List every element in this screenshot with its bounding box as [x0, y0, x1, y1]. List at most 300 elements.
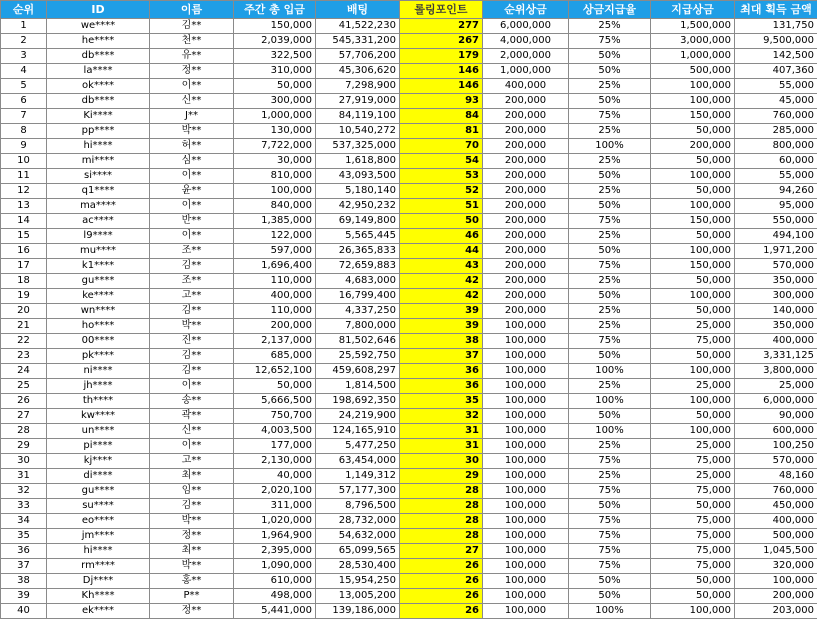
- cell-paid-prize: 25,000: [651, 439, 735, 454]
- cell-max-earn: 45,000: [735, 94, 817, 109]
- cell-betting: 1,814,500: [316, 379, 400, 394]
- cell-name: 이**: [150, 229, 234, 244]
- cell-rank-prize: 100,000: [483, 484, 569, 499]
- cell-rank: 19: [1, 289, 47, 304]
- cell-weekly-deposit: 2,130,000: [234, 454, 316, 469]
- cell-id: un****: [47, 424, 150, 439]
- cell-rank: 8: [1, 124, 47, 139]
- cell-max-earn: 94,260: [735, 184, 817, 199]
- cell-prize-rate: 25%: [569, 274, 651, 289]
- cell-prize-rate: 75%: [569, 109, 651, 124]
- cell-betting: 545,331,200: [316, 34, 400, 49]
- column-header-name: 이름: [150, 1, 234, 19]
- cell-id: jm****: [47, 529, 150, 544]
- cell-weekly-deposit: 12,652,100: [234, 364, 316, 379]
- cell-betting: 42,950,232: [316, 199, 400, 214]
- cell-betting: 4,683,000: [316, 274, 400, 289]
- cell-rolling-points: 32: [400, 409, 483, 424]
- cell-name: 김**: [150, 259, 234, 274]
- column-header-id: ID: [47, 1, 150, 19]
- table-row: [1, 244, 817, 259]
- cell-rank-prize: 100,000: [483, 349, 569, 364]
- cell-weekly-deposit: 150,000: [234, 19, 316, 34]
- cell-prize-rate: 75%: [569, 529, 651, 544]
- table-row: [1, 259, 817, 274]
- cell-paid-prize: 75,000: [651, 559, 735, 574]
- cell-paid-prize: 50,000: [651, 274, 735, 289]
- cell-rolling-points: 146: [400, 64, 483, 79]
- cell-name: 신**: [150, 94, 234, 109]
- cell-betting: 24,219,900: [316, 409, 400, 424]
- cell-rank: 18: [1, 274, 47, 289]
- cell-paid-prize: 50,000: [651, 154, 735, 169]
- cell-max-earn: 55,000: [735, 169, 817, 184]
- table-row: [1, 139, 817, 154]
- cell-paid-prize: 75,000: [651, 484, 735, 499]
- table-row: [1, 319, 817, 334]
- cell-paid-prize: 150,000: [651, 109, 735, 124]
- cell-id: jh****: [47, 379, 150, 394]
- cell-paid-prize: 100,000: [651, 94, 735, 109]
- cell-betting: 13,005,200: [316, 589, 400, 604]
- cell-max-earn: 600,000: [735, 424, 817, 439]
- cell-weekly-deposit: 400,000: [234, 289, 316, 304]
- cell-rank: 39: [1, 589, 47, 604]
- cell-paid-prize: 75,000: [651, 454, 735, 469]
- cell-rank-prize: 200,000: [483, 124, 569, 139]
- table-row: [1, 424, 817, 439]
- cell-id: wn****: [47, 304, 150, 319]
- cell-betting: 63,454,000: [316, 454, 400, 469]
- cell-id: ma****: [47, 199, 150, 214]
- cell-rolling-points: 277: [400, 19, 483, 34]
- cell-rank-prize: 4,000,000: [483, 34, 569, 49]
- cell-rank-prize: 100,000: [483, 379, 569, 394]
- cell-name: 김**: [150, 304, 234, 319]
- cell-betting: 26,365,833: [316, 244, 400, 259]
- table-row: [1, 469, 817, 484]
- cell-prize-rate: 25%: [569, 319, 651, 334]
- cell-max-earn: 9,500,000: [735, 34, 817, 49]
- cell-max-earn: 285,000: [735, 124, 817, 139]
- cell-rolling-points: 52: [400, 184, 483, 199]
- table-row: [1, 454, 817, 469]
- cell-betting: 15,954,250: [316, 574, 400, 589]
- cell-betting: 198,692,350: [316, 394, 400, 409]
- cell-name: 허**: [150, 139, 234, 154]
- cell-paid-prize: 50,000: [651, 349, 735, 364]
- cell-id: la****: [47, 64, 150, 79]
- cell-weekly-deposit: 7,722,000: [234, 139, 316, 154]
- cell-name: 김**: [150, 499, 234, 514]
- cell-id: l9****: [47, 229, 150, 244]
- cell-name: 김**: [150, 19, 234, 34]
- cell-rank-prize: 100,000: [483, 529, 569, 544]
- cell-rolling-points: 267: [400, 34, 483, 49]
- cell-max-earn: 350,000: [735, 274, 817, 289]
- cell-betting: 8,796,500: [316, 499, 400, 514]
- cell-rank: 35: [1, 529, 47, 544]
- cell-name: 김**: [150, 364, 234, 379]
- cell-id: ek****: [47, 604, 150, 619]
- cell-prize-rate: 25%: [569, 124, 651, 139]
- cell-rolling-points: 84: [400, 109, 483, 124]
- table-row: [1, 439, 817, 454]
- table-row: [1, 364, 817, 379]
- column-header-rank-prize: 순위상금: [483, 1, 569, 19]
- cell-paid-prize: 100,000: [651, 394, 735, 409]
- cell-id: 00****: [47, 334, 150, 349]
- cell-betting: 5,477,250: [316, 439, 400, 454]
- cell-rank-prize: 200,000: [483, 184, 569, 199]
- cell-rank: 20: [1, 304, 47, 319]
- cell-max-earn: 1,971,200: [735, 244, 817, 259]
- cell-max-earn: 3,800,000: [735, 364, 817, 379]
- cell-paid-prize: 100,000: [651, 199, 735, 214]
- cell-rolling-points: 54: [400, 154, 483, 169]
- cell-id: gu****: [47, 274, 150, 289]
- cell-name: 이**: [150, 199, 234, 214]
- cell-prize-rate: 75%: [569, 544, 651, 559]
- cell-weekly-deposit: 300,000: [234, 94, 316, 109]
- cell-rank-prize: 6,000,000: [483, 19, 569, 34]
- cell-id: ho****: [47, 319, 150, 334]
- cell-max-earn: 6,000,000: [735, 394, 817, 409]
- cell-rolling-points: 93: [400, 94, 483, 109]
- cell-rank: 26: [1, 394, 47, 409]
- cell-rank: 16: [1, 244, 47, 259]
- cell-rank: 3: [1, 49, 47, 64]
- cell-prize-rate: 25%: [569, 19, 651, 34]
- cell-rank-prize: 400,000: [483, 79, 569, 94]
- header-row: [1, 1, 817, 19]
- cell-paid-prize: 25,000: [651, 319, 735, 334]
- cell-name: 심**: [150, 154, 234, 169]
- cell-name: 이**: [150, 439, 234, 454]
- cell-rank-prize: 100,000: [483, 559, 569, 574]
- table-row: [1, 34, 817, 49]
- cell-name: 유**: [150, 49, 234, 64]
- cell-betting: 124,165,910: [316, 424, 400, 439]
- cell-rank: 17: [1, 259, 47, 274]
- cell-prize-rate: 50%: [569, 49, 651, 64]
- cell-max-earn: 95,000: [735, 199, 817, 214]
- cell-max-earn: 760,000: [735, 484, 817, 499]
- cell-prize-rate: 25%: [569, 229, 651, 244]
- cell-rolling-points: 30: [400, 454, 483, 469]
- cell-id: gu****: [47, 484, 150, 499]
- table-row: [1, 499, 817, 514]
- cell-id: q1****: [47, 184, 150, 199]
- cell-id: db****: [47, 49, 150, 64]
- cell-paid-prize: 75,000: [651, 544, 735, 559]
- cell-weekly-deposit: 311,000: [234, 499, 316, 514]
- table-row: [1, 514, 817, 529]
- cell-rank-prize: 100,000: [483, 439, 569, 454]
- cell-max-earn: 300,000: [735, 289, 817, 304]
- cell-id: db****: [47, 94, 150, 109]
- cell-weekly-deposit: 50,000: [234, 379, 316, 394]
- cell-rank: 36: [1, 544, 47, 559]
- cell-rank: 5: [1, 79, 47, 94]
- cell-rolling-points: 42: [400, 289, 483, 304]
- cell-id: mi****: [47, 154, 150, 169]
- cell-betting: 84,119,100: [316, 109, 400, 124]
- cell-betting: 41,522,230: [316, 19, 400, 34]
- cell-rank: 1: [1, 19, 47, 34]
- cell-prize-rate: 50%: [569, 64, 651, 79]
- cell-rank-prize: 100,000: [483, 334, 569, 349]
- cell-rolling-points: 28: [400, 529, 483, 544]
- cell-max-earn: 800,000: [735, 139, 817, 154]
- cell-max-earn: 100,000: [735, 574, 817, 589]
- cell-max-earn: 400,000: [735, 334, 817, 349]
- cell-rank: 6: [1, 94, 47, 109]
- cell-id: rm****: [47, 559, 150, 574]
- cell-rank-prize: 200,000: [483, 94, 569, 109]
- cell-rank: 11: [1, 169, 47, 184]
- cell-max-earn: 48,160: [735, 469, 817, 484]
- cell-id: he****: [47, 34, 150, 49]
- cell-paid-prize: 50,000: [651, 409, 735, 424]
- cell-max-earn: 131,750: [735, 19, 817, 34]
- cell-rolling-points: 36: [400, 364, 483, 379]
- cell-rolling-points: 35: [400, 394, 483, 409]
- cell-weekly-deposit: 130,000: [234, 124, 316, 139]
- cell-paid-prize: 50,000: [651, 574, 735, 589]
- cell-max-earn: 350,000: [735, 319, 817, 334]
- table-row: [1, 79, 817, 94]
- cell-rank-prize: 100,000: [483, 409, 569, 424]
- cell-betting: 7,298,900: [316, 79, 400, 94]
- cell-rolling-points: 27: [400, 544, 483, 559]
- cell-paid-prize: 100,000: [651, 244, 735, 259]
- cell-id: hi****: [47, 139, 150, 154]
- cell-weekly-deposit: 1,000,000: [234, 109, 316, 124]
- cell-paid-prize: 25,000: [651, 469, 735, 484]
- cell-id: ke****: [47, 289, 150, 304]
- cell-betting: 139,186,000: [316, 604, 400, 619]
- table-row: [1, 304, 817, 319]
- cell-id: pp****: [47, 124, 150, 139]
- cell-paid-prize: 1,000,000: [651, 49, 735, 64]
- cell-rank: 34: [1, 514, 47, 529]
- cell-id: di****: [47, 469, 150, 484]
- table-row: [1, 349, 817, 364]
- table-row: [1, 334, 817, 349]
- cell-rolling-points: 51: [400, 199, 483, 214]
- cell-paid-prize: 100,000: [651, 604, 735, 619]
- cell-rank-prize: 100,000: [483, 394, 569, 409]
- cell-rank: 25: [1, 379, 47, 394]
- cell-prize-rate: 75%: [569, 34, 651, 49]
- cell-id: th****: [47, 394, 150, 409]
- cell-paid-prize: 500,000: [651, 64, 735, 79]
- cell-paid-prize: 150,000: [651, 259, 735, 274]
- cell-rank-prize: 200,000: [483, 229, 569, 244]
- cell-paid-prize: 50,000: [651, 124, 735, 139]
- cell-betting: 5,565,445: [316, 229, 400, 244]
- cell-rank: 22: [1, 334, 47, 349]
- cell-weekly-deposit: 50,000: [234, 79, 316, 94]
- cell-id: eo****: [47, 514, 150, 529]
- cell-rolling-points: 39: [400, 304, 483, 319]
- cell-rank-prize: 100,000: [483, 544, 569, 559]
- cell-rolling-points: 31: [400, 424, 483, 439]
- cell-rolling-points: 29: [400, 469, 483, 484]
- table-row: [1, 484, 817, 499]
- cell-name: 정**: [150, 529, 234, 544]
- cell-prize-rate: 50%: [569, 349, 651, 364]
- cell-betting: 57,177,300: [316, 484, 400, 499]
- cell-prize-rate: 25%: [569, 304, 651, 319]
- cell-betting: 16,799,400: [316, 289, 400, 304]
- cell-name: 이**: [150, 169, 234, 184]
- cell-rank-prize: 100,000: [483, 469, 569, 484]
- column-header-paid-prize: 지급상금: [651, 1, 735, 19]
- cell-rolling-points: 26: [400, 589, 483, 604]
- cell-id: pk****: [47, 349, 150, 364]
- cell-id: ni****: [47, 364, 150, 379]
- table-row: [1, 94, 817, 109]
- table-row: [1, 199, 817, 214]
- cell-name: 송**: [150, 394, 234, 409]
- cell-max-earn: 1,045,500: [735, 544, 817, 559]
- cell-name: 천**: [150, 34, 234, 49]
- cell-weekly-deposit: 1,020,000: [234, 514, 316, 529]
- cell-prize-rate: 25%: [569, 184, 651, 199]
- cell-rank: 15: [1, 229, 47, 244]
- cell-betting: 5,180,140: [316, 184, 400, 199]
- cell-max-earn: 90,000: [735, 409, 817, 424]
- cell-prize-rate: 50%: [569, 409, 651, 424]
- cell-betting: 10,540,272: [316, 124, 400, 139]
- cell-prize-rate: 75%: [569, 259, 651, 274]
- cell-id: Kh****: [47, 589, 150, 604]
- cell-rank-prize: 200,000: [483, 109, 569, 124]
- cell-name: 윤**: [150, 184, 234, 199]
- cell-id: we****: [47, 19, 150, 34]
- cell-prize-rate: 25%: [569, 439, 651, 454]
- cell-paid-prize: 25,000: [651, 379, 735, 394]
- cell-rank-prize: 1,000,000: [483, 64, 569, 79]
- cell-name: 고**: [150, 289, 234, 304]
- cell-betting: 65,099,565: [316, 544, 400, 559]
- cell-rank: 38: [1, 574, 47, 589]
- column-header-weekly-deposit: 주간 총 입금: [234, 1, 316, 19]
- cell-betting: 28,732,000: [316, 514, 400, 529]
- cell-max-earn: 550,000: [735, 214, 817, 229]
- cell-rank: 33: [1, 499, 47, 514]
- cell-name: 곽**: [150, 409, 234, 424]
- cell-paid-prize: 150,000: [651, 214, 735, 229]
- table-row: [1, 289, 817, 304]
- cell-prize-rate: 50%: [569, 589, 651, 604]
- cell-prize-rate: 25%: [569, 79, 651, 94]
- cell-rank-prize: 100,000: [483, 454, 569, 469]
- cell-prize-rate: 75%: [569, 514, 651, 529]
- cell-weekly-deposit: 310,000: [234, 64, 316, 79]
- cell-betting: 4,337,250: [316, 304, 400, 319]
- cell-rank: 14: [1, 214, 47, 229]
- cell-max-earn: 142,500: [735, 49, 817, 64]
- cell-weekly-deposit: 810,000: [234, 169, 316, 184]
- cell-rank-prize: 100,000: [483, 364, 569, 379]
- cell-betting: 54,632,000: [316, 529, 400, 544]
- cell-prize-rate: 50%: [569, 169, 651, 184]
- cell-rank: 12: [1, 184, 47, 199]
- cell-rolling-points: 50: [400, 214, 483, 229]
- cell-weekly-deposit: 4,003,500: [234, 424, 316, 439]
- cell-rolling-points: 146: [400, 79, 483, 94]
- cell-betting: 72,659,883: [316, 259, 400, 274]
- cell-prize-rate: 75%: [569, 559, 651, 574]
- cell-name: J**: [150, 109, 234, 124]
- cell-paid-prize: 1,500,000: [651, 19, 735, 34]
- cell-weekly-deposit: 750,700: [234, 409, 316, 424]
- cell-max-earn: 570,000: [735, 259, 817, 274]
- cell-rank: 32: [1, 484, 47, 499]
- cell-paid-prize: 100,000: [651, 79, 735, 94]
- cell-rank-prize: 100,000: [483, 499, 569, 514]
- table-row: [1, 559, 817, 574]
- cell-rank: 28: [1, 424, 47, 439]
- cell-rank: 40: [1, 604, 47, 619]
- cell-betting: 459,608,297: [316, 364, 400, 379]
- cell-rolling-points: 26: [400, 574, 483, 589]
- cell-name: 홍**: [150, 574, 234, 589]
- cell-id: Dj****: [47, 574, 150, 589]
- cell-weekly-deposit: 110,000: [234, 304, 316, 319]
- cell-max-earn: 100,250: [735, 439, 817, 454]
- cell-prize-rate: 50%: [569, 94, 651, 109]
- cell-max-earn: 203,000: [735, 604, 817, 619]
- table-body: [1, 19, 817, 619]
- cell-weekly-deposit: 122,000: [234, 229, 316, 244]
- cell-rolling-points: 43: [400, 259, 483, 274]
- cell-prize-rate: 25%: [569, 154, 651, 169]
- table-header: [1, 1, 817, 19]
- cell-weekly-deposit: 5,666,500: [234, 394, 316, 409]
- cell-rolling-points: 26: [400, 604, 483, 619]
- cell-weekly-deposit: 40,000: [234, 469, 316, 484]
- cell-max-earn: 760,000: [735, 109, 817, 124]
- cell-name: 박**: [150, 559, 234, 574]
- cell-max-earn: 500,000: [735, 529, 817, 544]
- cell-rolling-points: 36: [400, 379, 483, 394]
- cell-betting: 57,706,200: [316, 49, 400, 64]
- cell-weekly-deposit: 322,500: [234, 49, 316, 64]
- cell-rank: 7: [1, 109, 47, 124]
- cell-id: su****: [47, 499, 150, 514]
- cell-name: 정**: [150, 604, 234, 619]
- cell-rolling-points: 42: [400, 274, 483, 289]
- cell-rank-prize: 200,000: [483, 259, 569, 274]
- table-row: [1, 229, 817, 244]
- cell-id: ok****: [47, 79, 150, 94]
- cell-rank-prize: 200,000: [483, 139, 569, 154]
- cell-prize-rate: 25%: [569, 379, 651, 394]
- cell-weekly-deposit: 1,964,900: [234, 529, 316, 544]
- cell-prize-rate: 25%: [569, 469, 651, 484]
- cell-weekly-deposit: 100,000: [234, 184, 316, 199]
- cell-betting: 45,306,620: [316, 64, 400, 79]
- cell-weekly-deposit: 177,000: [234, 439, 316, 454]
- cell-rolling-points: 44: [400, 244, 483, 259]
- cell-paid-prize: 100,000: [651, 289, 735, 304]
- table-row: [1, 184, 817, 199]
- cell-paid-prize: 3,000,000: [651, 34, 735, 49]
